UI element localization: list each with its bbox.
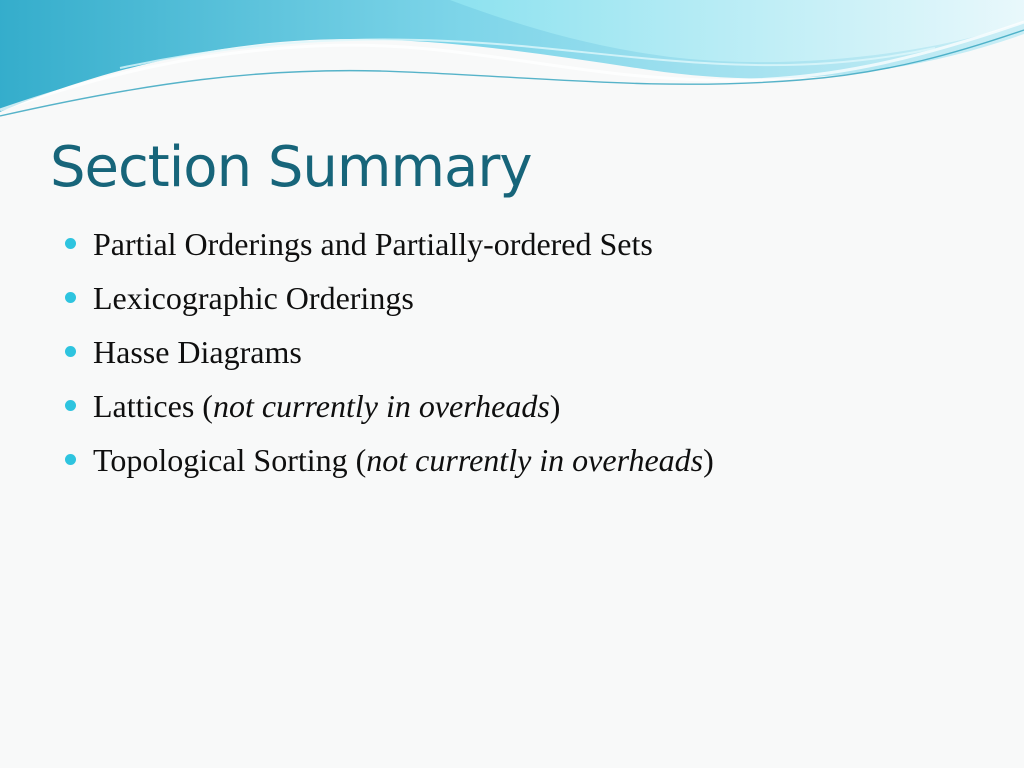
- bullet-dot-icon: [65, 346, 76, 357]
- bullet-dot-icon: [65, 238, 76, 249]
- bullet-text-prefix: Lattices (: [93, 388, 213, 424]
- bullet-note: not currently in overheads: [212, 388, 550, 424]
- bullet-item-topological-sorting: [62, 434, 1002, 488]
- bullet-note: not currently in overheads: [366, 442, 704, 478]
- bullet-dot-icon: [65, 454, 76, 465]
- bullet-list: [62, 218, 1002, 488]
- slide-title: Section Summary: [50, 135, 532, 200]
- bullet-item-hasse-diagrams: [62, 326, 1002, 380]
- bullet-text-suffix: ): [703, 442, 714, 478]
- bullet-dot-icon: [65, 292, 76, 303]
- bullet-text: Partial Orderings and Partially-ordered Sets: [93, 226, 653, 262]
- bullet-item-lexicographic-orderings: [62, 272, 1002, 326]
- bullet-text: Lexicographic Orderings: [93, 280, 414, 316]
- bullet-text-suffix: ): [549, 388, 561, 424]
- bullet-dot-icon: [65, 400, 76, 411]
- decorative-wave-banner: [0, 0, 1024, 130]
- bullet-text: Hasse Diagrams: [93, 334, 302, 370]
- bullet-item-partial-orderings: [62, 218, 1002, 272]
- bullet-text-prefix: Topological Sorting (: [93, 442, 367, 478]
- bullet-item-lattices: [62, 380, 1002, 434]
